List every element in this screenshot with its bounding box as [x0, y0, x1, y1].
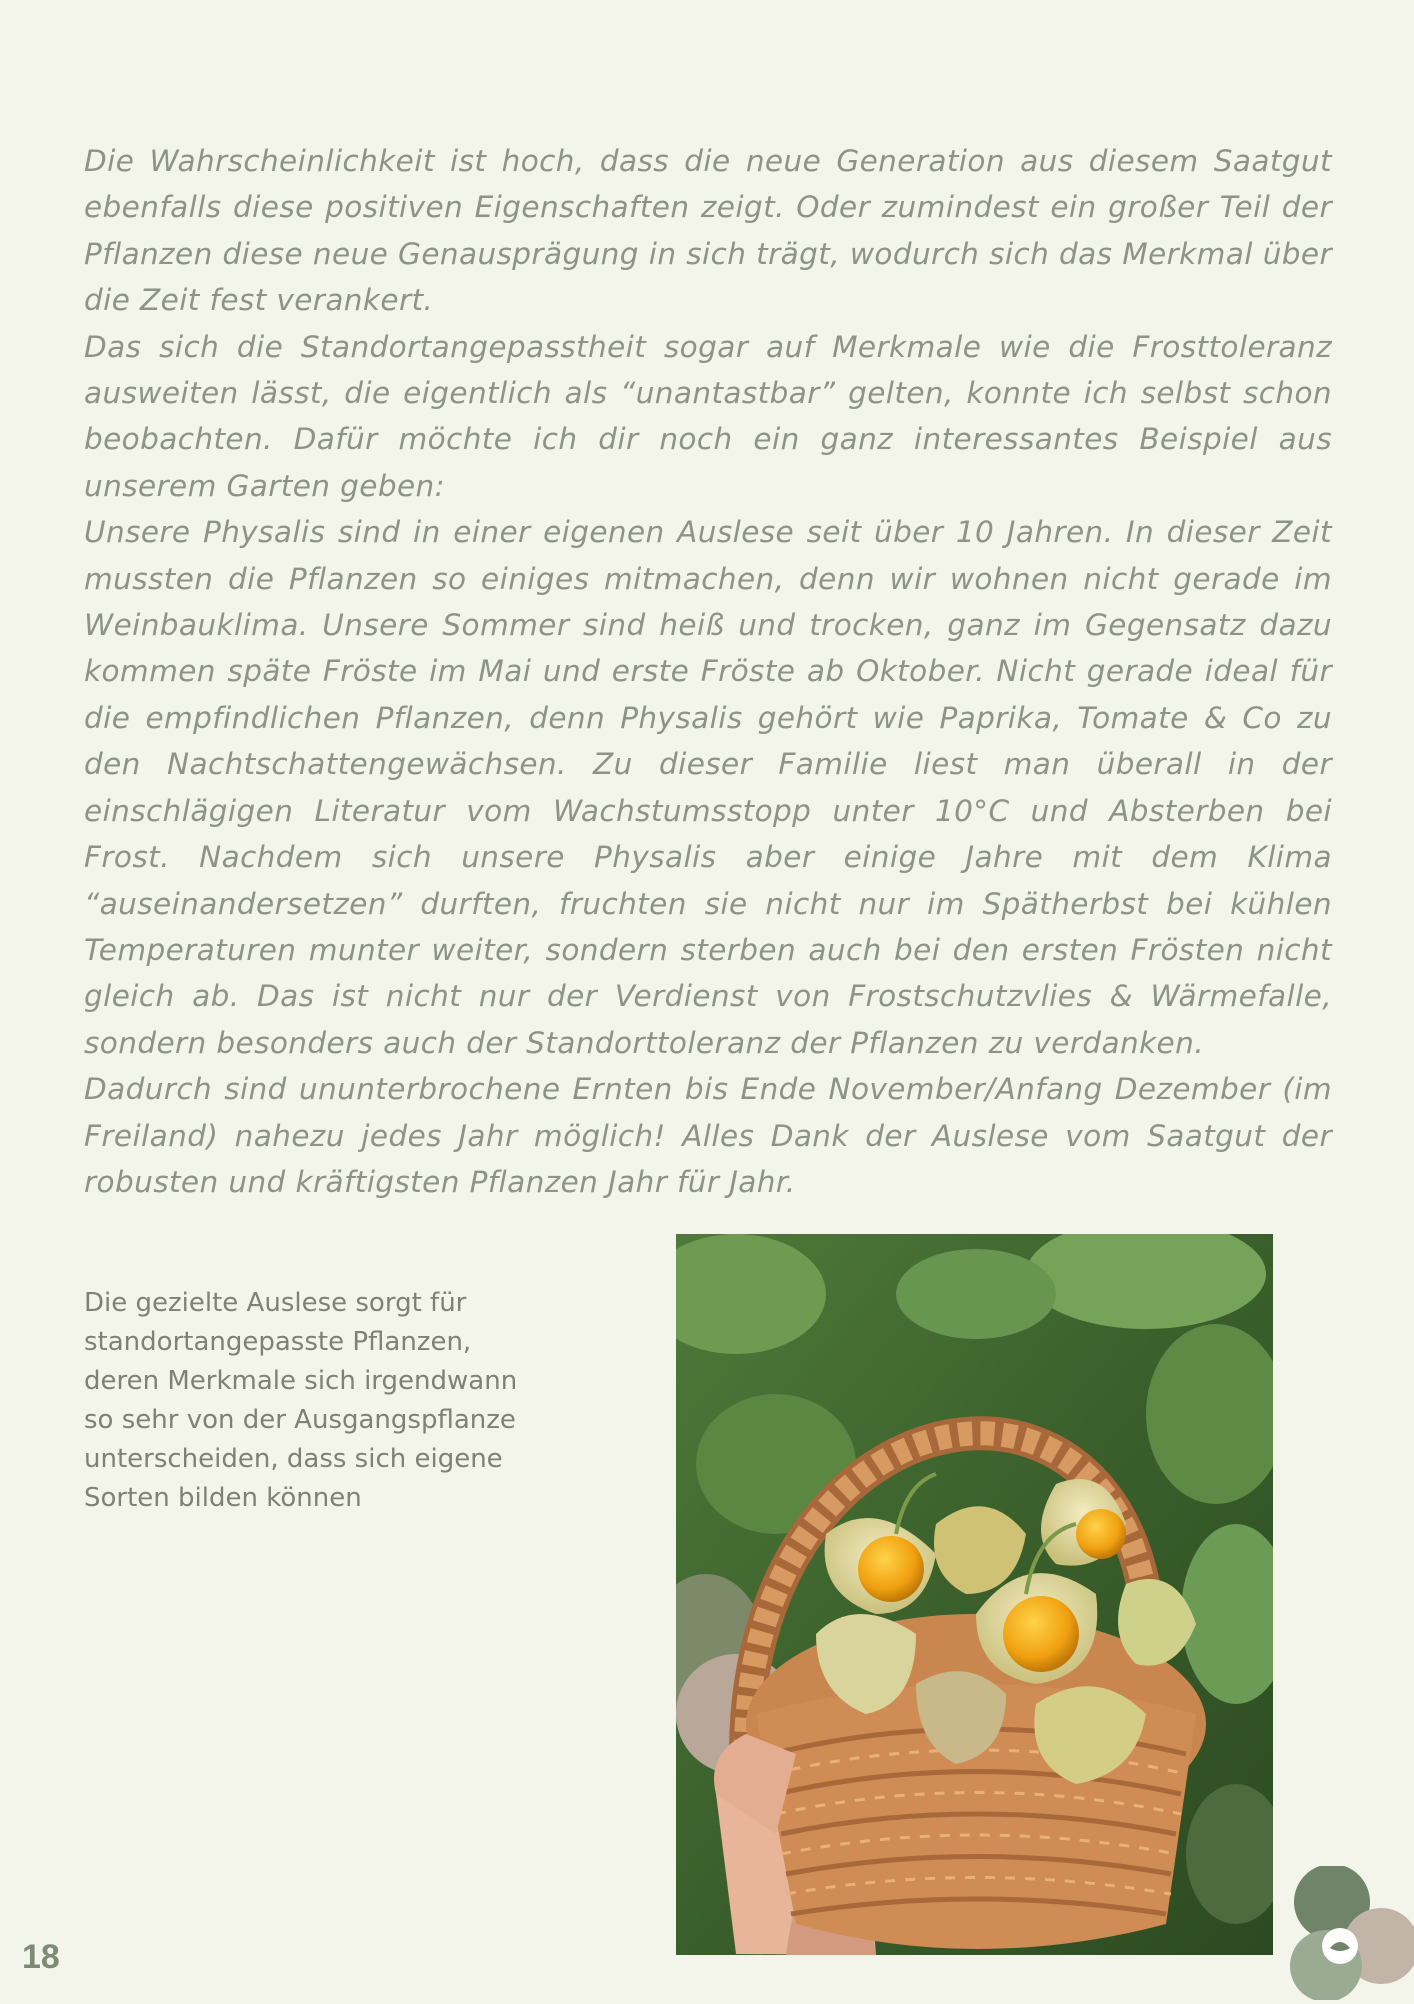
body-text — [84, 138, 1332, 1205]
physalis-basket-photo — [676, 1234, 1273, 1955]
page-number: 18 — [22, 1938, 60, 1976]
paragraph-1: Die Wahrscheinlichkeit ist hoch, dass die neue Generation aus diesem Saatgut ebenfalls diese positiven Eigenschaften zeigt. Oder zumindest ein großer Teil der Pflanzen diese neue Genausprägung in sich trägt, wodurch sich das Merkmal über die Zeit fest verankert. — [84, 144, 1332, 318]
paragraph-2: Das sich die Standortangepasstheit sogar auf Merkmale wie die Frosttoleranz ausweiten lässt, die eigentlich als “unantastbar” gelten, konnte ich selbst schon beobachten. Dafür möchte ich dir noch ein ganz interessantes Beispiel aus unserem Garten geben: — [84, 329, 1332, 503]
brand-logo — [1286, 1866, 1414, 2000]
paragraph-4: Dadurch sind ununterbrochene Ernten bis Ende November/Anfang Dezember (im Freiland) nahezu jedes Jahr möglich! Alles Dank der Auslese vom Saatgut der robusten und kräftigsten Pflanzen Jahr für Jahr. — [84, 1072, 1332, 1199]
paragraph-3: Unsere Physalis sind in einer eigenen Auslese seit über 10 Jahren. In dieser Zeit mussten die Pflanzen so einiges mitmachen, denn wir wohnen nicht gerade im Weinbauklima. Unsere Sommer sind heiß und trocken, ganz im Gegensatz dazu kommen späte Fröste im Mai und erste Fröste ab Oktober. Nicht gerade ideal für die empfindlichen Pflanzen, denn Physalis gehört wie Paprika, Tomate & Co zu den Nachtschattengewächsen. Zu dieser Familie liest man überall in der einschlägigen Literatur vom Wachstumsstopp unter 10°C und Absterben bei Frost. Nachdem sich unsere Physalis aber einige Jahre mit dem Klima “auseinandersetzen” durften, fruchten sie nicht nur im Spätherbst bei kühlen Temperaturen munter weiter, sondern sterben auch bei den ersten Frösten nicht gleich ab. Das ist nicht nur der Verdienst von Frostschutzvlies & Wärmefalle, sondern besonders auch der Standorttoleranz der Pflanzen zu verdanken. — [84, 515, 1332, 1060]
photo-caption: Die gezielte Auslese sorgt für standortangepasste Pflanzen, deren Merkmale sich irgendwann so sehr von der Ausgangspflanze unterscheiden, dass sich eigene Sorten bilden können — [84, 1288, 518, 1513]
